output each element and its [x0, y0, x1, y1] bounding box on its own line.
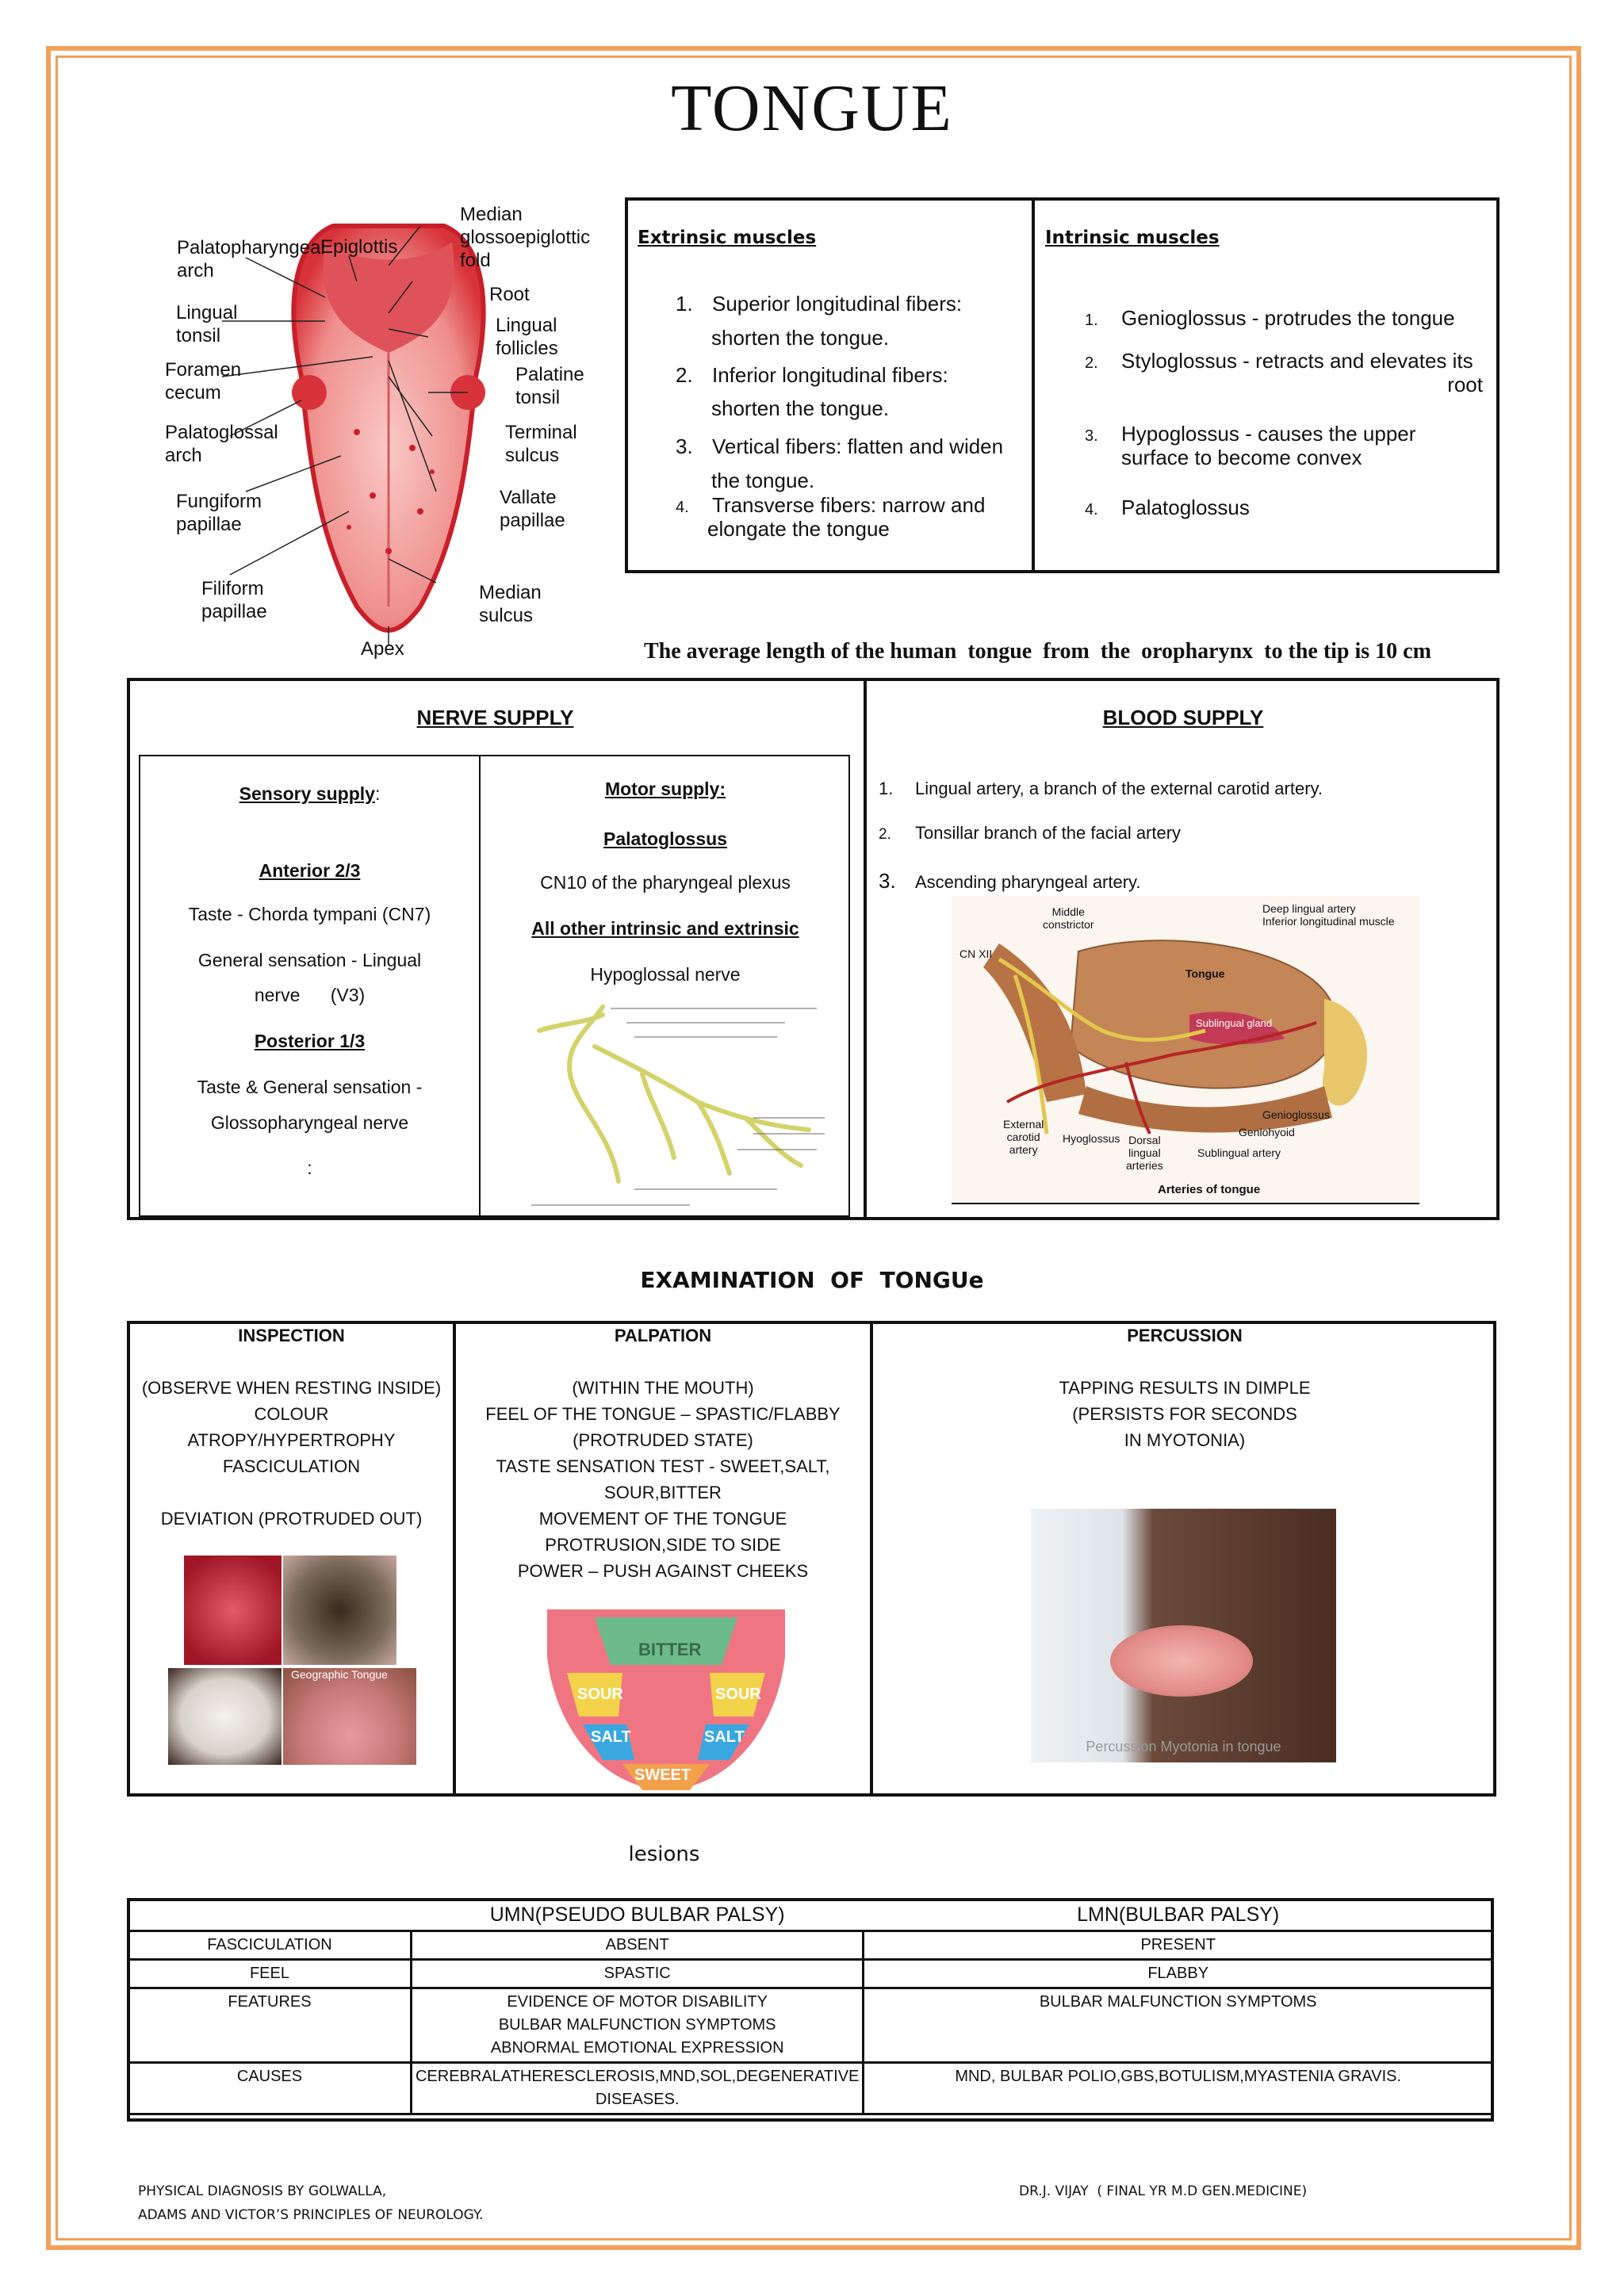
taste-sweet: SWEET [634, 1766, 691, 1784]
footer-reference-1: PHYSICAL DIAGNOSIS BY GOLWALLA, [138, 2183, 387, 2199]
inspection-text: (OBSERVE WHEN RESTING INSIDE) COLOUR ATROPY/HYPERTROPHY FASCICULATION DEVIATION (PROTRUDED OUT) [141, 1378, 442, 1529]
list-item: 2. Styloglossus - retracts and elevates its [1085, 349, 1473, 373]
table-row: FASCICULATION ABSENT PRESENT [128, 1931, 1493, 1960]
label-arteries-caption: Arteries of tongue [1158, 1183, 1261, 1196]
taste-salt-right: SALT [704, 1728, 745, 1746]
footer-reference-2: ADAMS AND VICTOR’S PRINCIPLES OF NEUROLOGY. [138, 2207, 484, 2223]
photo-coated-tongue [168, 1668, 282, 1765]
taste-salt-left: SALT [591, 1728, 631, 1746]
list-item-cont: shorten the tongue. [711, 326, 890, 350]
lesions-table [127, 1898, 1494, 2115]
percussion-text: TAPPING RESULTS IN DIMPLE (PERSISTS FOR SECONDS IN MYOTONIA) [1059, 1378, 1311, 1450]
list-item-cont: shorten the tongue. [711, 396, 890, 420]
arteries-of-tongue-diagram [952, 896, 1419, 1205]
anterior-label: Anterior 2/3 [259, 860, 361, 881]
label-lingual-follicles: Lingual follicles [496, 315, 558, 359]
label-foramen-cecum: Foramen cecum [165, 359, 242, 404]
general-anterior-1: General sensation - Lingual [197, 950, 422, 970]
blood-supply-header: BLOOD SUPPLY [1102, 706, 1264, 729]
label-geniohyoid: Geniohyoid [1239, 1126, 1295, 1138]
percussion-photo-caption: Percussion Myotonia in tongue [1086, 1739, 1281, 1755]
palpation-header: PALPATION [614, 1326, 712, 1345]
nerve-supply-header: NERVE SUPPLY [416, 706, 574, 729]
hypoglossal-text: Hypoglossal nerve [590, 964, 741, 985]
label-fungiform-papillae: Fungiform papillae [176, 491, 262, 535]
taste-anterior: Taste - Chorda tympani (CN7) [188, 904, 431, 924]
label-tongue: Tongue [1185, 967, 1225, 980]
list-item-cont: elongate the tongue [707, 517, 890, 541]
list-item: 1. Superior longitudinal fibers: [676, 292, 963, 316]
inspection-header: INSPECTION [238, 1326, 345, 1345]
list-item: 1. Genioglossus - protrudes the tongue [1085, 306, 1455, 330]
label-median-sulcus: Median sulcus [479, 582, 542, 626]
cn10-text: CN10 of the pharyngeal plexus [540, 872, 791, 893]
lmn-column-header: LMN(BULBAR PALSY) [864, 1900, 1493, 1931]
taste-sour-right: SOUR [715, 1686, 761, 1703]
sensory-supply-label: Sensory supply: [239, 783, 381, 804]
photo-black-hairy-tongue [283, 1556, 396, 1665]
palatoglossus-label: Palatoglossus [603, 828, 727, 849]
geographic-tongue-caption: Geographic Tongue [291, 1668, 388, 1681]
percussion-header: PERCUSSION [1127, 1326, 1243, 1345]
table-row: FEATURES EVIDENCE OF MOTOR DISABILITY BULBAR MALFUNCTION SYMPTOMS ABNORMAL EMOTIONAL EXPRESSION BULBAR MALFUNCTION SYMPTOMS [128, 1988, 1493, 2063]
general-anterior-2: nerve (V3) [254, 985, 366, 1005]
label-apex: Apex [361, 638, 404, 660]
tongue-length-note: The average length of the human tongue from the oropharynx to the tip is 10 cm [644, 639, 1431, 664]
label-median-glossoepiglottic-fold: Median glossoepiglottic fold [460, 204, 591, 271]
list-item-cont: the tongue. [711, 469, 815, 492]
label-genioglossus: Genioglossus [1262, 1108, 1330, 1121]
label-filiform-papillae: Filiform papillae [201, 578, 267, 622]
list-item-cont: surface to become convex [1121, 446, 1362, 469]
intrinsic-muscles-header: Intrinsic muscles [1045, 228, 1220, 248]
umn-column-header: UMN(PSEUDO BULBAR PALSY) [411, 1900, 863, 1931]
blood-item-2: 2. Tonsillar branch of the facial artery [879, 823, 1182, 843]
photo-red-tongue [184, 1556, 282, 1665]
posterior-text-2: Glossopharyngeal nerve [210, 1112, 409, 1133]
posterior-text-1: Taste & General sensation - [197, 1077, 423, 1097]
label-sublingual-artery: Sublingual artery [1197, 1146, 1281, 1159]
list-item: 4. Transverse fibers: narrow and [676, 493, 986, 517]
label-palatoglossal-arch: Palatoglossal arch [165, 422, 278, 466]
blood-item-1: 1. Lingual artery, a branch of the external carotid artery. [879, 779, 1323, 798]
label-root: Root [489, 284, 530, 305]
posterior-label: Posterior 1/3 [254, 1031, 366, 1051]
list-item-cont: root [1447, 373, 1483, 396]
photo-geographic-tongue [283, 1668, 416, 1765]
list-item: 2. Inferior longitudinal fibers: [676, 363, 948, 387]
label-hyoglossus: Hyoglossus [1063, 1132, 1120, 1145]
list-item: 3. Hypoglossus - causes the upper [1085, 422, 1416, 446]
table-row: CAUSES CEREBRALATHERESCLEROSIS,MND,SOL,DEGENERATIVE DISEASES. MND, BULBAR POLIO,GBS,BOTULISM,MYASTENIA GRAVIS. [128, 2063, 1493, 2114]
label-vallate-papillae: Vallate papillae [500, 487, 565, 531]
label-dorsal-lingual: Dorsal lingual arteries [1126, 1134, 1163, 1172]
label-terminal-sulcus: Terminal sulcus [505, 422, 577, 466]
label-palatine-tonsil: Palatine tonsil [515, 364, 584, 408]
sensory-colon: : [307, 1158, 312, 1178]
examination-title: EXAMINATION OF TONGUe [640, 1267, 984, 1293]
footer-author: DR.J. VIJAY ( FINAL YR M.D GEN.MEDICINE) [1019, 2183, 1308, 2199]
label-sublingual-gland: Sublingual gland [1196, 1017, 1273, 1029]
label-lingual-tonsil: Lingual tonsil [176, 302, 238, 346]
palpation-text: (WITHIN THE MOUTH) FEEL OF THE TONGUE – SPASTIC/FLABBY (PROTRUDED STATE) TASTE SENSATION TEST - SWEET,SALT, SOUR,BITTER MOVEMENT OF THE TONGUE PROTRUSION,SIDE TO SIDE POWER – PUSH AGAINST CHEEKS [485, 1378, 841, 1581]
label-cn-xii: CN XII [959, 947, 993, 960]
label-epiglottis: Epiglottis [320, 236, 398, 258]
all-other-label: All other intrinsic and extrinsic [531, 918, 799, 939]
label-external-carotid: External carotid artery [1003, 1118, 1044, 1156]
list-item: 4. Palatoglossus [1085, 496, 1250, 519]
taste-bitter: BITTER [638, 1640, 702, 1659]
label-middle-constrictor: Middle constrictor [1043, 905, 1094, 931]
photo-tongue-dimple [1110, 1625, 1253, 1697]
taste-sour-left: SOUR [577, 1686, 623, 1703]
lesions-title: lesions [628, 1843, 700, 1866]
extrinsic-muscles-header: Extrinsic muscles [638, 228, 817, 248]
page-title: TONGUE [671, 71, 953, 145]
table-row: FEEL SPASTIC FLABBY [128, 1960, 1493, 1988]
label-deep-lingual-artery: Deep lingual artery [1262, 902, 1356, 915]
hypoglossal-nerve-diagram [515, 999, 833, 1213]
list-item: 3. Vertical fibers: flatten and widen [676, 434, 1004, 458]
motor-supply-label: Motor supply: [604, 779, 726, 799]
label-inferior-longitudinal-muscle: Inferior longitudinal muscle [1262, 915, 1395, 928]
blood-item-3: 3. Ascending pharyngeal artery. [879, 869, 1141, 893]
label-palatopharyngeal-arch: Palatopharyngeal arch [177, 237, 325, 281]
